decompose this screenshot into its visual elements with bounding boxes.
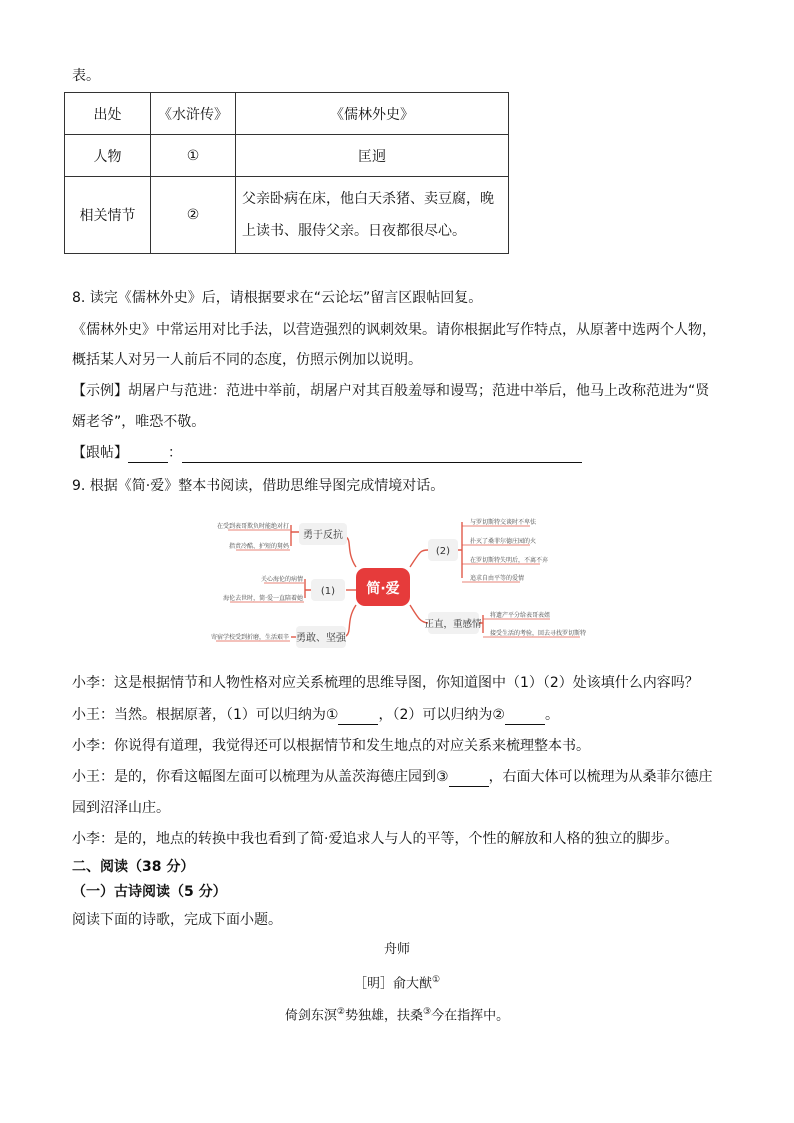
- footnote-mark: ②: [336, 1007, 345, 1017]
- dialogue-line: [72, 705, 559, 725]
- q8-paragraph: 概括某人对另一人前后不同的态度，仿照示例加以说明。: [72, 352, 422, 368]
- section-title: 二、阅读（38 分）: [72, 859, 195, 875]
- table-cell: 父亲卧病在床，他白天杀猪、卖豆腐，晚上读书、服侍父亲。日夜都很尽心。: [236, 177, 509, 254]
- answer-blank-3[interactable]: [449, 786, 489, 787]
- poem-author: [0, 970, 794, 994]
- dialogue-line: 小李：是的，地点的转换中我也看到了简·爱追求人与人的平等，个性的解放和人格的独立的脚步。: [72, 831, 679, 847]
- dialogue-line: 小李：你说得有道理，我觉得还可以根据情节和发生地点的对应关系来梳理整本书。: [72, 738, 590, 754]
- table-cell: ①: [151, 135, 236, 177]
- node-brave-label: 勇于反抗: [303, 530, 343, 541]
- q8-example: 【示例】胡屠户与范进：范进中举前，胡屠户对其百般羞辱和谩骂；范进中举后，他马上改称范进为“贤: [72, 383, 710, 399]
- center-node-label: 简·爱: [366, 581, 400, 597]
- node-courage-label: 勇敢、坚强: [296, 633, 346, 644]
- instruction: 阅读下面的诗歌，完成下面小题。: [72, 912, 282, 928]
- leaf-upright-b: 接受生活的考验，回去寻找罗切斯特: [490, 630, 587, 637]
- table-cell: 匡迥: [236, 135, 509, 177]
- leaf-n1-b: 海伦去世时，简·爱一直陪着她: [223, 595, 303, 602]
- poem-text: 今在指挥中。: [431, 1008, 510, 1024]
- poem-text: 势独雄，扶桑: [344, 1008, 423, 1024]
- poem-title: 舟师: [383, 942, 410, 957]
- node-upright-label: 正直，重感情: [424, 619, 482, 630]
- dialogue-text: ，（2）可以归纳为②: [378, 707, 505, 723]
- dialogue-text: 。: [544, 707, 559, 723]
- leaf-n2-a: 与罗切斯特交谈时不卑怯: [470, 519, 537, 526]
- poem-line: [0, 1002, 794, 1026]
- table-cell: 相关情节: [65, 177, 151, 254]
- leaf-n2-d: 追求自由平等的爱情: [470, 575, 525, 582]
- dialogue-text: ，右面大体可以梳理为从桑菲尔德庄: [488, 769, 713, 785]
- table-cell: 出处: [65, 93, 151, 135]
- top-fragment: 表。: [72, 68, 100, 84]
- leaf-n2-c: 在罗切斯特失明后，不离不弃: [470, 557, 549, 564]
- leaf-brave-a: 在受到表哥欺负时能绝对打: [216, 523, 289, 530]
- leaf-brave-b: 指责冷酷、护短的舅妈: [228, 543, 289, 550]
- q9-title: 9. 根据《简·爱》整本书阅读，借助思维导图完成情境对话。: [72, 478, 445, 494]
- node-2-label: (2): [435, 546, 451, 557]
- poem-text: 倚剑东溟: [284, 1008, 337, 1024]
- subsection-title: （一）古诗阅读（5 分）: [72, 884, 227, 900]
- reply-colon: ：: [168, 445, 182, 461]
- node-1-label: (1): [320, 586, 336, 597]
- reply-label: 【跟帖】: [72, 445, 128, 461]
- footnote-mark: ①: [431, 975, 441, 985]
- dialogue-line: 小李：这是根据情节和人物性格对应关系梳理的思维导图，你知道图中（1）（2）处该填什么内容吗？: [72, 675, 699, 691]
- poem-author-text: ［明］俞大猷: [353, 976, 432, 992]
- footnote-mark: ③: [423, 1007, 432, 1017]
- q8-example: 婿老爷”，唯恐不敬。: [72, 414, 206, 430]
- dialogue-text: 小王：当然。根据原著，（1）可以归纳为①: [72, 707, 339, 723]
- table-cell: 《儒林外史》: [236, 93, 509, 135]
- leaf-n2-b: 扑灭了桑菲尔德庄园的火: [470, 538, 537, 545]
- answer-blank-2[interactable]: [505, 724, 545, 725]
- q8-title: 8. 读完《儒林外史》后，请根据要求在“云论坛”留言区跟帖回复。: [72, 290, 483, 306]
- table-cell: 《水浒传》: [151, 93, 236, 135]
- leaf-n1-a: 关心海伦的病情: [260, 576, 303, 583]
- dialogue-line: [72, 767, 713, 787]
- table-cell: ②: [151, 177, 236, 254]
- dialogue-text: 小王：是的，你看这幅图左面可以梳理为从盖茨海德庄园到③: [72, 769, 449, 785]
- leaf-courage-a: 寄宿学校受到折磨，生活艰辛: [210, 634, 289, 641]
- leaf-upright-a: 将遗产平分给表哥表姐: [490, 612, 551, 619]
- dialogue-line: 园到沼泽山庄。: [72, 800, 170, 816]
- answer-blank-1[interactable]: [338, 724, 378, 725]
- table-cell: 人物: [65, 135, 151, 177]
- q8-paragraph: 《儒林外史》中常运用对比手法，以营造强烈的讽刺效果。请你根据此写作特点，从原著中选两个人物，: [72, 322, 716, 338]
